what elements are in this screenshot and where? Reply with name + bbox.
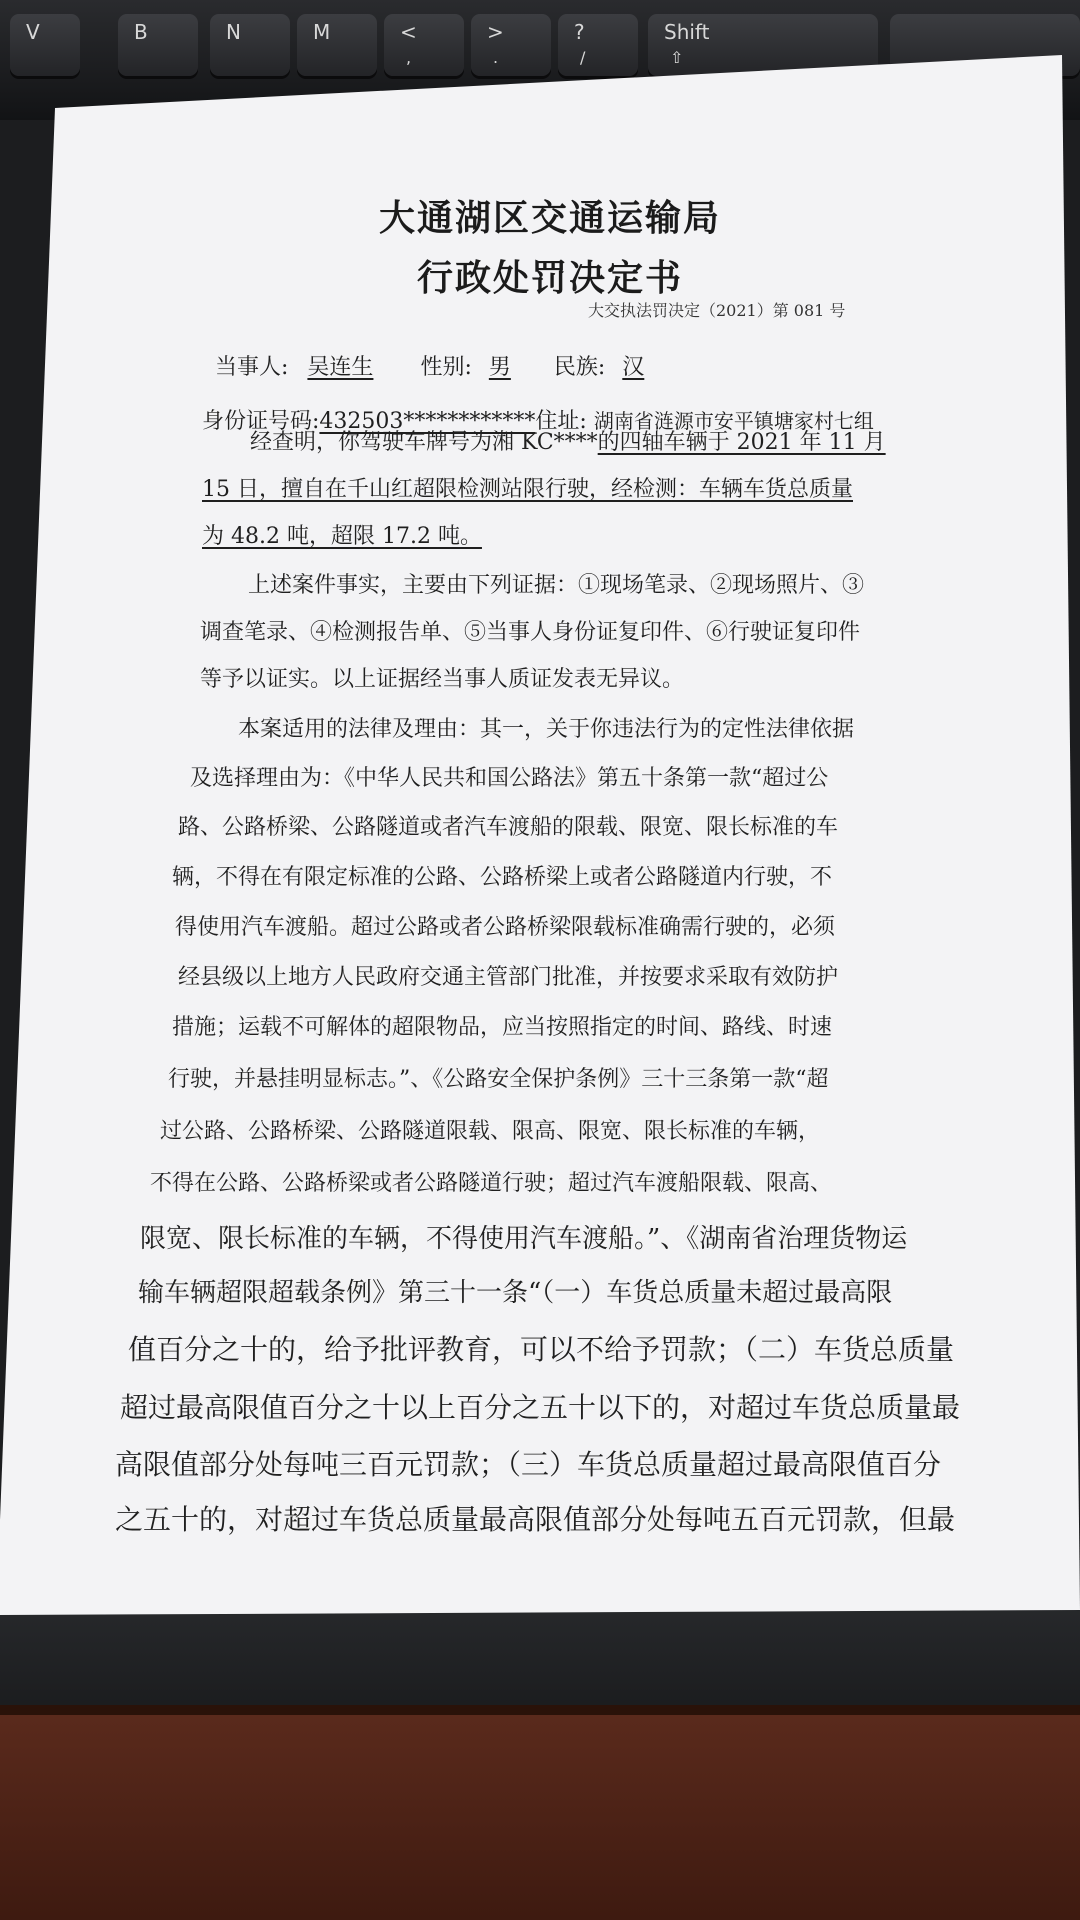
keyboard-key: V — [10, 14, 80, 76]
keyboard-key: > . — [471, 14, 551, 76]
legal-basis-line: 高限值部分处每吨三百元罚款；（三）车货总质量超过最高限值百分 — [115, 1448, 942, 1481]
document-title-type: 行政处罚决定书 — [416, 258, 683, 299]
legal-basis-line: 过公路、公路桥梁、公路隧道限载、限高、限宽、限长标准的车辆， — [160, 1119, 821, 1144]
legal-basis-line: 辆，不得在有限定标准的公路、公路桥梁上或者公路隧道内行驶，不 — [172, 865, 833, 890]
gender-value: 男 — [488, 355, 511, 380]
keyboard-key: ? / — [558, 14, 638, 76]
legal-basis-line: 输车辆超限超载条例》第三十一条“（一）车货总质量未超过最高限 — [138, 1278, 893, 1308]
legal-basis-line: 路、公路桥梁、公路隧道或者汽车渡船的限载、限宽、限长标准的车 — [178, 815, 839, 840]
legal-basis-line: 不得在公路、公路桥梁或者公路隧道行驶；超过汽车渡船限载、限高、 — [150, 1171, 833, 1196]
finding-line: 为 48.2 吨，超限 17.2 吨。 — [202, 524, 482, 549]
party-info-line — [215, 350, 644, 381]
desk — [0, 1715, 1080, 1920]
legal-basis-line: 经县级以上地方人民政府交通主管部门批准，并按要求采取有效防护 — [178, 965, 839, 990]
document-title-agency: 大通湖区交通运输局 — [378, 198, 721, 239]
legal-basis-line: 措施；运载不可解体的超限物品，应当按照指定的时间、路线、时速 — [172, 1015, 833, 1040]
finding-line: 15 日，擅自在千山红超限检测站限行驶，经检测：车辆车货总质量 — [202, 477, 853, 502]
legal-basis-line: 及选择理由为：《中华人民共和国公路法》第五十条第一款“超过公 — [190, 766, 829, 791]
keyboard-key: < , — [384, 14, 464, 76]
party-name-label: 当事人: — [215, 355, 289, 380]
legal-basis-line: 之五十的，对超过车货总质量最高限值部分处每吨五百元罚款，但最 — [115, 1503, 956, 1536]
id-label: 身份证号码: — [202, 409, 320, 434]
id-number: 432503************ — [319, 409, 536, 434]
finding-line: 经查明，你驾驶车牌号为湘 KC****的四轴车辆于 2021 年 11 月 — [250, 430, 886, 455]
gender-label: 性别: — [420, 355, 472, 380]
address-label: 住址: — [535, 409, 587, 434]
legal-basis-line: 值百分之十的，给予批评教育，可以不给予罚款；（二）车货总质量 — [128, 1333, 955, 1366]
legal-basis-line: 超过最高限值百分之十以上百分之五十以下的，对超过车货总质量最 — [120, 1391, 961, 1424]
party-name: 吴连生 — [307, 355, 374, 380]
evidence-line: 上述案件事实，主要由下列证据：①现场笔录、②现场照片、③ — [248, 573, 865, 598]
evidence-line: 调查笔录、④检测报告单、⑤当事人身份证复印件、⑥行驶证复印件 — [200, 620, 861, 645]
document-number: 大交执法罚决定（2021）第 081 号 — [588, 301, 846, 320]
ethnicity-value: 汉 — [622, 355, 645, 380]
ethnicity-label: 民族: — [553, 355, 606, 380]
legal-basis-line: 限宽、限长标准的车辆，不得使用汽车渡船。”、《湖南省治理货物运 — [140, 1224, 908, 1254]
address-value: 湖南省涟源市安平镇塘家村七组 — [593, 409, 874, 433]
keyboard-shift-key: Shift ⇧ — [648, 14, 878, 76]
legal-basis-line: 本案适用的法律及理由：其一，关于你违法行为的定性法律依据 — [238, 717, 855, 742]
keyboard-key: B — [118, 14, 198, 76]
legal-basis-line: 得使用汽车渡船。超过公路或者公路桥梁限载标准确需行驶的，必须 — [175, 915, 836, 940]
keyboard-key: N — [210, 14, 290, 76]
evidence-line: 等予以证实。以上证据经当事人质证发表无异议。 — [200, 667, 685, 692]
legal-basis-line: 行驶，并悬挂明显标志。”、《公路安全保护条例》三十三条第一款“超 — [168, 1067, 829, 1092]
keyboard-key: M — [297, 14, 377, 76]
